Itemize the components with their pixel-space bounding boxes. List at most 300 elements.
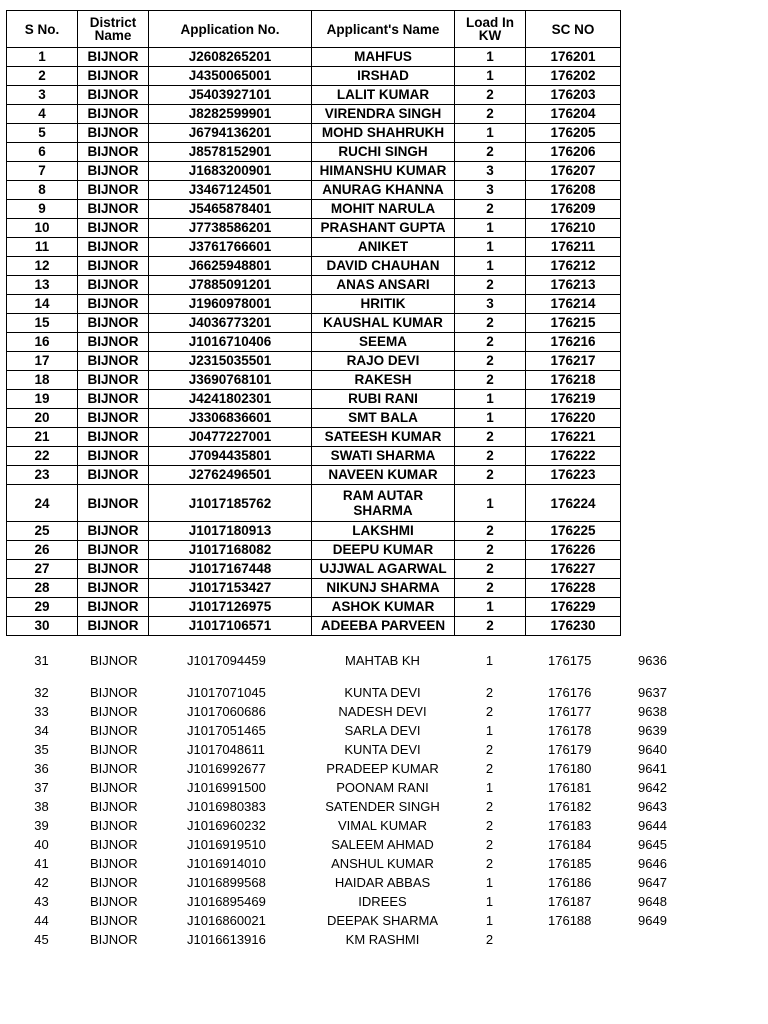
cell-application-no: J1683200901 xyxy=(149,162,312,181)
cell-sc-no: 176175 xyxy=(548,653,592,668)
table-row xyxy=(7,409,621,428)
cell-sc-no: 176206 xyxy=(526,143,621,162)
cell-district: BIJNOR xyxy=(90,685,138,700)
cell-district: BIJNOR xyxy=(78,86,149,105)
cell-sc-no: 176217 xyxy=(526,352,621,371)
cell-district: BIJNOR xyxy=(78,560,149,579)
cell-extra-no: 9646 xyxy=(638,856,667,871)
plain-applicant-list xyxy=(6,651,706,949)
cell-application-no: J1016710406 xyxy=(149,333,312,352)
cell-application-no: J1017126975 xyxy=(149,598,312,617)
cell-district: BIJNOR xyxy=(78,143,149,162)
cell-application-no: J4350065001 xyxy=(149,67,312,86)
header-district: District Name xyxy=(78,11,149,48)
list-row xyxy=(6,930,706,949)
cell-extra-no: 9644 xyxy=(638,818,667,833)
cell-load-kw: 2 xyxy=(455,617,526,636)
cell-sc-no: 176216 xyxy=(526,333,621,352)
list-row xyxy=(6,740,706,759)
cell-sno: 29 xyxy=(7,598,78,617)
cell-applicant-name: RAJO DEVI xyxy=(312,352,455,371)
cell-sno: 39 xyxy=(34,818,49,833)
cell-application-no: J1017106571 xyxy=(149,617,312,636)
cell-load-kw: 1 xyxy=(485,894,494,909)
cell-district: BIJNOR xyxy=(90,723,138,738)
cell-load-kw: 2 xyxy=(455,314,526,333)
cell-sno: 19 xyxy=(7,390,78,409)
cell-sno: 40 xyxy=(34,837,49,852)
cell-sc-no: 176219 xyxy=(526,390,621,409)
cell-district: BIJNOR xyxy=(78,333,149,352)
cell-application-no: J4036773201 xyxy=(149,314,312,333)
cell-load-kw: 2 xyxy=(485,799,494,814)
cell-application-no: J5465878401 xyxy=(149,200,312,219)
cell-applicant-name: SATENDER SINGH xyxy=(325,799,440,814)
cell-sc-no: 176187 xyxy=(548,894,592,909)
cell-sno: 45 xyxy=(34,932,49,947)
cell-applicant-name: IRSHAD xyxy=(312,67,455,86)
bordered-applicant-table xyxy=(6,10,621,636)
table-row xyxy=(7,617,621,636)
cell-district: BIJNOR xyxy=(78,162,149,181)
cell-load-kw: 1 xyxy=(455,238,526,257)
table-row xyxy=(7,485,621,522)
cell-sc-no: 176203 xyxy=(526,86,621,105)
cell-applicant-name: ANIKET xyxy=(312,238,455,257)
cell-application-no: J1016980383 xyxy=(187,799,266,814)
list-row xyxy=(6,911,706,930)
cell-district: BIJNOR xyxy=(78,522,149,541)
cell-sno: 23 xyxy=(7,466,78,485)
cell-applicant-name: MAHFUS xyxy=(312,48,455,67)
cell-load-kw: 1 xyxy=(455,219,526,238)
cell-sno: 18 xyxy=(7,371,78,390)
cell-district: BIJNOR xyxy=(78,579,149,598)
cell-applicant-name: ANSHUL KUMAR xyxy=(331,856,434,871)
list-row xyxy=(6,873,706,892)
cell-load-kw: 2 xyxy=(485,742,494,757)
cell-load-kw: 2 xyxy=(455,579,526,598)
cell-application-no: J1017071045 xyxy=(187,685,266,700)
cell-sc-no: 176218 xyxy=(526,371,621,390)
cell-applicant-name: MOHD SHAHRUKH xyxy=(312,124,455,143)
list-row xyxy=(6,702,706,721)
cell-sc-no: 176228 xyxy=(526,579,621,598)
cell-extra-no: 9649 xyxy=(638,913,667,928)
list-row xyxy=(6,854,706,873)
cell-sno: 9 xyxy=(7,200,78,219)
cell-district: BIJNOR xyxy=(78,200,149,219)
cell-application-no: J7738586201 xyxy=(149,219,312,238)
cell-application-no: J7094435801 xyxy=(149,447,312,466)
header-application-no: Application No. xyxy=(149,11,312,48)
cell-applicant-name: RUBI RANI xyxy=(312,390,455,409)
cell-application-no: J6794136201 xyxy=(149,124,312,143)
cell-sno: 34 xyxy=(34,723,49,738)
cell-application-no: J8578152901 xyxy=(149,143,312,162)
cell-sc-no: 176178 xyxy=(548,723,592,738)
cell-load-kw: 1 xyxy=(485,723,494,738)
cell-applicant-name: MOHIT NARULA xyxy=(312,200,455,219)
table-row xyxy=(7,238,621,257)
cell-load-kw: 2 xyxy=(455,352,526,371)
cell-district: BIJNOR xyxy=(90,913,138,928)
cell-sc-no: 176207 xyxy=(526,162,621,181)
cell-district: BIJNOR xyxy=(78,352,149,371)
list-row xyxy=(6,892,706,911)
cell-sno: 24 xyxy=(7,485,78,522)
cell-application-no: J7885091201 xyxy=(149,276,312,295)
cell-district: BIJNOR xyxy=(78,124,149,143)
cell-sno: 32 xyxy=(34,685,49,700)
table-row xyxy=(7,371,621,390)
cell-sno: 30 xyxy=(7,617,78,636)
cell-district: BIJNOR xyxy=(78,238,149,257)
cell-sno: 14 xyxy=(7,295,78,314)
cell-load-kw: 1 xyxy=(455,124,526,143)
cell-sno: 43 xyxy=(34,894,49,909)
table-row xyxy=(7,143,621,162)
table-row xyxy=(7,124,621,143)
cell-district: BIJNOR xyxy=(90,653,138,668)
cell-district: BIJNOR xyxy=(78,314,149,333)
cell-sno: 21 xyxy=(7,428,78,447)
cell-load-kw: 2 xyxy=(485,761,494,776)
cell-application-no: J6625948801 xyxy=(149,257,312,276)
cell-application-no: J1016960232 xyxy=(187,818,266,833)
cell-district: BIJNOR xyxy=(90,856,138,871)
table-row xyxy=(7,428,621,447)
cell-sc-no: 176229 xyxy=(526,598,621,617)
table-row xyxy=(7,200,621,219)
cell-application-no: J4241802301 xyxy=(149,390,312,409)
cell-application-no: J1017185762 xyxy=(149,485,312,522)
cell-sno: 15 xyxy=(7,314,78,333)
cell-district: BIJNOR xyxy=(78,48,149,67)
cell-district: BIJNOR xyxy=(78,409,149,428)
cell-load-kw: 2 xyxy=(455,276,526,295)
table-row xyxy=(7,466,621,485)
cell-applicant-name: SATEESH KUMAR xyxy=(312,428,455,447)
cell-sc-no: 176188 xyxy=(548,913,592,928)
cell-sc-no: 176179 xyxy=(548,742,592,757)
cell-applicant-name: LAKSHMI xyxy=(312,522,455,541)
cell-extra-no: 9636 xyxy=(638,653,667,668)
list-row xyxy=(6,759,706,778)
cell-applicant-name: DAVID CHAUHAN xyxy=(312,257,455,276)
cell-district: BIJNOR xyxy=(78,67,149,86)
cell-load-kw: 2 xyxy=(485,818,494,833)
cell-sno: 33 xyxy=(34,704,49,719)
cell-applicant-name: SARLA DEVI xyxy=(344,723,421,738)
cell-sc-no: 176204 xyxy=(526,105,621,124)
cell-sc-no: 176176 xyxy=(548,685,592,700)
cell-extra-no: 9642 xyxy=(638,780,667,795)
cell-sno: 28 xyxy=(7,579,78,598)
cell-sno: 11 xyxy=(7,238,78,257)
cell-district: BIJNOR xyxy=(78,257,149,276)
cell-application-no: J2762496501 xyxy=(149,466,312,485)
cell-load-kw: 2 xyxy=(485,837,494,852)
cell-sno: 38 xyxy=(34,799,49,814)
cell-load-kw: 1 xyxy=(485,653,494,668)
cell-applicant-name: DEEPU KUMAR xyxy=(312,541,455,560)
cell-extra-no: 9647 xyxy=(638,875,667,890)
cell-applicant-name: HIMANSHU KUMAR xyxy=(312,162,455,181)
cell-sno: 13 xyxy=(7,276,78,295)
cell-sc-no: 176205 xyxy=(526,124,621,143)
cell-sno: 12 xyxy=(7,257,78,276)
cell-sno: 8 xyxy=(7,181,78,200)
cell-sc-no: 176180 xyxy=(548,761,592,776)
cell-sno: 1 xyxy=(7,48,78,67)
cell-load-kw: 2 xyxy=(455,143,526,162)
cell-applicant-name: ADEEBA PARVEEN xyxy=(312,617,455,636)
cell-applicant-name: HAIDAR ABBAS xyxy=(334,875,431,890)
table-row xyxy=(7,219,621,238)
cell-applicant-name: IDREES xyxy=(358,894,407,909)
cell-extra-no: 9639 xyxy=(638,723,667,738)
cell-applicant-name: PRASHANT GUPTA xyxy=(312,219,455,238)
cell-sc-no: 176183 xyxy=(548,818,592,833)
cell-sc-no: 176220 xyxy=(526,409,621,428)
cell-load-kw: 2 xyxy=(455,86,526,105)
cell-sc-no: 176184 xyxy=(548,837,592,852)
cell-district: BIJNOR xyxy=(90,875,138,890)
cell-load-kw: 1 xyxy=(485,875,494,890)
cell-applicant-name: SMT BALA xyxy=(312,409,455,428)
table-row xyxy=(7,67,621,86)
table-row xyxy=(7,522,621,541)
cell-application-no: J1017168082 xyxy=(149,541,312,560)
cell-application-no: J1016914010 xyxy=(187,856,266,871)
cell-sc-no: 176177 xyxy=(548,704,592,719)
list-row xyxy=(6,797,706,816)
cell-district: BIJNOR xyxy=(90,780,138,795)
cell-application-no: J1016895469 xyxy=(187,894,266,909)
cell-sc-no: 176213 xyxy=(526,276,621,295)
cell-applicant-name: HRITIK xyxy=(312,295,455,314)
cell-sc-no: 176212 xyxy=(526,257,621,276)
cell-application-no: J2315035501 xyxy=(149,352,312,371)
cell-district: BIJNOR xyxy=(78,466,149,485)
cell-load-kw: 1 xyxy=(455,257,526,276)
cell-district: BIJNOR xyxy=(78,295,149,314)
cell-extra-no: 9648 xyxy=(638,894,667,909)
table-row xyxy=(7,48,621,67)
table-row xyxy=(7,162,621,181)
cell-load-kw: 1 xyxy=(485,913,494,928)
cell-district: BIJNOR xyxy=(78,541,149,560)
cell-application-no: J3761766601 xyxy=(149,238,312,257)
cell-application-no: J1017180913 xyxy=(149,522,312,541)
cell-applicant-name: RAKESH xyxy=(312,371,455,390)
cell-district: BIJNOR xyxy=(78,485,149,522)
table-row xyxy=(7,541,621,560)
cell-sc-no: 176211 xyxy=(526,238,621,257)
cell-load-kw: 2 xyxy=(455,560,526,579)
table-row xyxy=(7,598,621,617)
cell-applicant-name: KM RASHMI xyxy=(345,932,420,947)
cell-district: BIJNOR xyxy=(78,276,149,295)
cell-extra-no: 9641 xyxy=(638,761,667,776)
cell-application-no: J2608265201 xyxy=(149,48,312,67)
cell-load-kw: 2 xyxy=(485,856,494,871)
cell-load-kw: 3 xyxy=(455,181,526,200)
cell-sno: 3 xyxy=(7,86,78,105)
cell-load-kw: 2 xyxy=(455,447,526,466)
cell-sno: 26 xyxy=(7,541,78,560)
cell-load-kw: 2 xyxy=(455,541,526,560)
cell-load-kw: 2 xyxy=(485,704,494,719)
cell-extra-no: 9637 xyxy=(638,685,667,700)
cell-sno: 10 xyxy=(7,219,78,238)
cell-applicant-name: SALEEM AHMAD xyxy=(331,837,434,852)
cell-applicant-name: KUNTA DEVI xyxy=(344,742,421,757)
cell-sc-no: 176210 xyxy=(526,219,621,238)
cell-applicant-name: NIKUNJ SHARMA xyxy=(312,579,455,598)
cell-district: BIJNOR xyxy=(78,617,149,636)
cell-extra-no: 9640 xyxy=(638,742,667,757)
cell-sno: 31 xyxy=(34,653,49,668)
cell-load-kw: 3 xyxy=(455,295,526,314)
table-row xyxy=(7,447,621,466)
cell-district: BIJNOR xyxy=(78,219,149,238)
cell-sno: 20 xyxy=(7,409,78,428)
cell-applicant-name: NADESH DEVI xyxy=(338,704,427,719)
cell-load-kw: 1 xyxy=(455,390,526,409)
cell-sc-no: 176201 xyxy=(526,48,621,67)
cell-sno: 5 xyxy=(7,124,78,143)
bordered-table-body xyxy=(7,48,621,636)
cell-sno: 6 xyxy=(7,143,78,162)
cell-extra-no: 9638 xyxy=(638,704,667,719)
table-row xyxy=(7,295,621,314)
cell-sc-no: 176226 xyxy=(526,541,621,560)
cell-load-kw: 2 xyxy=(485,685,494,700)
cell-application-no: J1017051465 xyxy=(187,723,266,738)
cell-district: BIJNOR xyxy=(78,371,149,390)
cell-application-no: J3467124501 xyxy=(149,181,312,200)
table-row xyxy=(7,276,621,295)
list-row xyxy=(6,683,706,702)
table-row xyxy=(7,105,621,124)
cell-extra-no xyxy=(620,930,706,949)
table-row xyxy=(7,333,621,352)
cell-application-no: J1017153427 xyxy=(149,579,312,598)
cell-applicant-name: RAM AUTAR SHARMA xyxy=(312,485,455,522)
cell-sno: 22 xyxy=(7,447,78,466)
cell-application-no: J1016860021 xyxy=(187,913,266,928)
cell-load-kw: 3 xyxy=(455,162,526,181)
cell-sc-no: 176208 xyxy=(526,181,621,200)
cell-applicant-name: NAVEEN KUMAR xyxy=(312,466,455,485)
cell-sno: 42 xyxy=(34,875,49,890)
cell-sno: 37 xyxy=(34,780,49,795)
cell-application-no: J1016613916 xyxy=(187,932,266,947)
table-row xyxy=(7,181,621,200)
cell-sc-no: 176182 xyxy=(548,799,592,814)
cell-sc-no: 176202 xyxy=(526,67,621,86)
cell-load-kw: 2 xyxy=(455,466,526,485)
header-sc-no: SC NO xyxy=(526,11,621,48)
cell-application-no: J5403927101 xyxy=(149,86,312,105)
header-applicant-name: Applicant's Name xyxy=(312,11,455,48)
cell-applicant-name: VIMAL KUMAR xyxy=(337,818,428,833)
cell-sc-no: 176209 xyxy=(526,200,621,219)
cell-district: BIJNOR xyxy=(90,932,138,947)
cell-application-no: J1017060686 xyxy=(187,704,266,719)
cell-district: BIJNOR xyxy=(90,837,138,852)
cell-load-kw: 2 xyxy=(455,333,526,352)
cell-application-no: J1960978001 xyxy=(149,295,312,314)
list-row xyxy=(6,721,706,740)
cell-applicant-name: PRADEEP KUMAR xyxy=(326,761,439,776)
cell-load-kw: 1 xyxy=(485,780,494,795)
cell-district: BIJNOR xyxy=(78,598,149,617)
cell-district: BIJNOR xyxy=(90,704,138,719)
cell-sc-no: 176223 xyxy=(526,466,621,485)
cell-district: BIJNOR xyxy=(78,181,149,200)
cell-load-kw: 2 xyxy=(485,932,494,947)
table-row xyxy=(7,314,621,333)
cell-district: BIJNOR xyxy=(78,447,149,466)
table-row xyxy=(7,352,621,371)
cell-district: BIJNOR xyxy=(78,428,149,447)
cell-sno: 25 xyxy=(7,522,78,541)
cell-application-no: J0477227001 xyxy=(149,428,312,447)
cell-district: BIJNOR xyxy=(90,761,138,776)
cell-applicant-name: VIRENDRA SINGH xyxy=(312,105,455,124)
cell-sc-no: 176186 xyxy=(548,875,592,890)
cell-district: BIJNOR xyxy=(78,390,149,409)
cell-load-kw: 1 xyxy=(455,409,526,428)
cell-application-no: J8282599901 xyxy=(149,105,312,124)
cell-load-kw: 1 xyxy=(455,485,526,522)
cell-application-no: J1017167448 xyxy=(149,560,312,579)
cell-sc-no: 176181 xyxy=(548,780,592,795)
cell-load-kw: 1 xyxy=(455,67,526,86)
cell-sc-no: 176230 xyxy=(526,617,621,636)
cell-application-no: J1016991500 xyxy=(187,780,266,795)
cell-applicant-name: MAHTAB KH xyxy=(345,653,420,668)
cell-applicant-name: SEEMA xyxy=(312,333,455,352)
cell-application-no: J1017094459 xyxy=(187,653,266,668)
cell-sc-no: 176225 xyxy=(526,522,621,541)
table-row xyxy=(7,560,621,579)
cell-application-no: J3306836601 xyxy=(149,409,312,428)
cell-sno: 17 xyxy=(7,352,78,371)
cell-load-kw: 2 xyxy=(455,371,526,390)
cell-application-no: J3690768101 xyxy=(149,371,312,390)
table-row xyxy=(7,257,621,276)
cell-district: BIJNOR xyxy=(78,105,149,124)
plain-list-body xyxy=(6,651,706,949)
cell-applicant-name: KUNTA DEVI xyxy=(344,685,421,700)
cell-sc-no xyxy=(525,930,620,949)
cell-sc-no: 176214 xyxy=(526,295,621,314)
cell-extra-no: 9643 xyxy=(638,799,667,814)
list-row xyxy=(6,835,706,854)
header-row xyxy=(7,11,621,48)
cell-applicant-name: SWATI SHARMA xyxy=(312,447,455,466)
cell-sc-no: 176215 xyxy=(526,314,621,333)
cell-applicant-name: ANURAG KHANNA xyxy=(312,181,455,200)
cell-applicant-name: KAUSHAL KUMAR xyxy=(312,314,455,333)
cell-sc-no: 176222 xyxy=(526,447,621,466)
header-sno: S No. xyxy=(7,11,78,48)
table-row xyxy=(7,86,621,105)
